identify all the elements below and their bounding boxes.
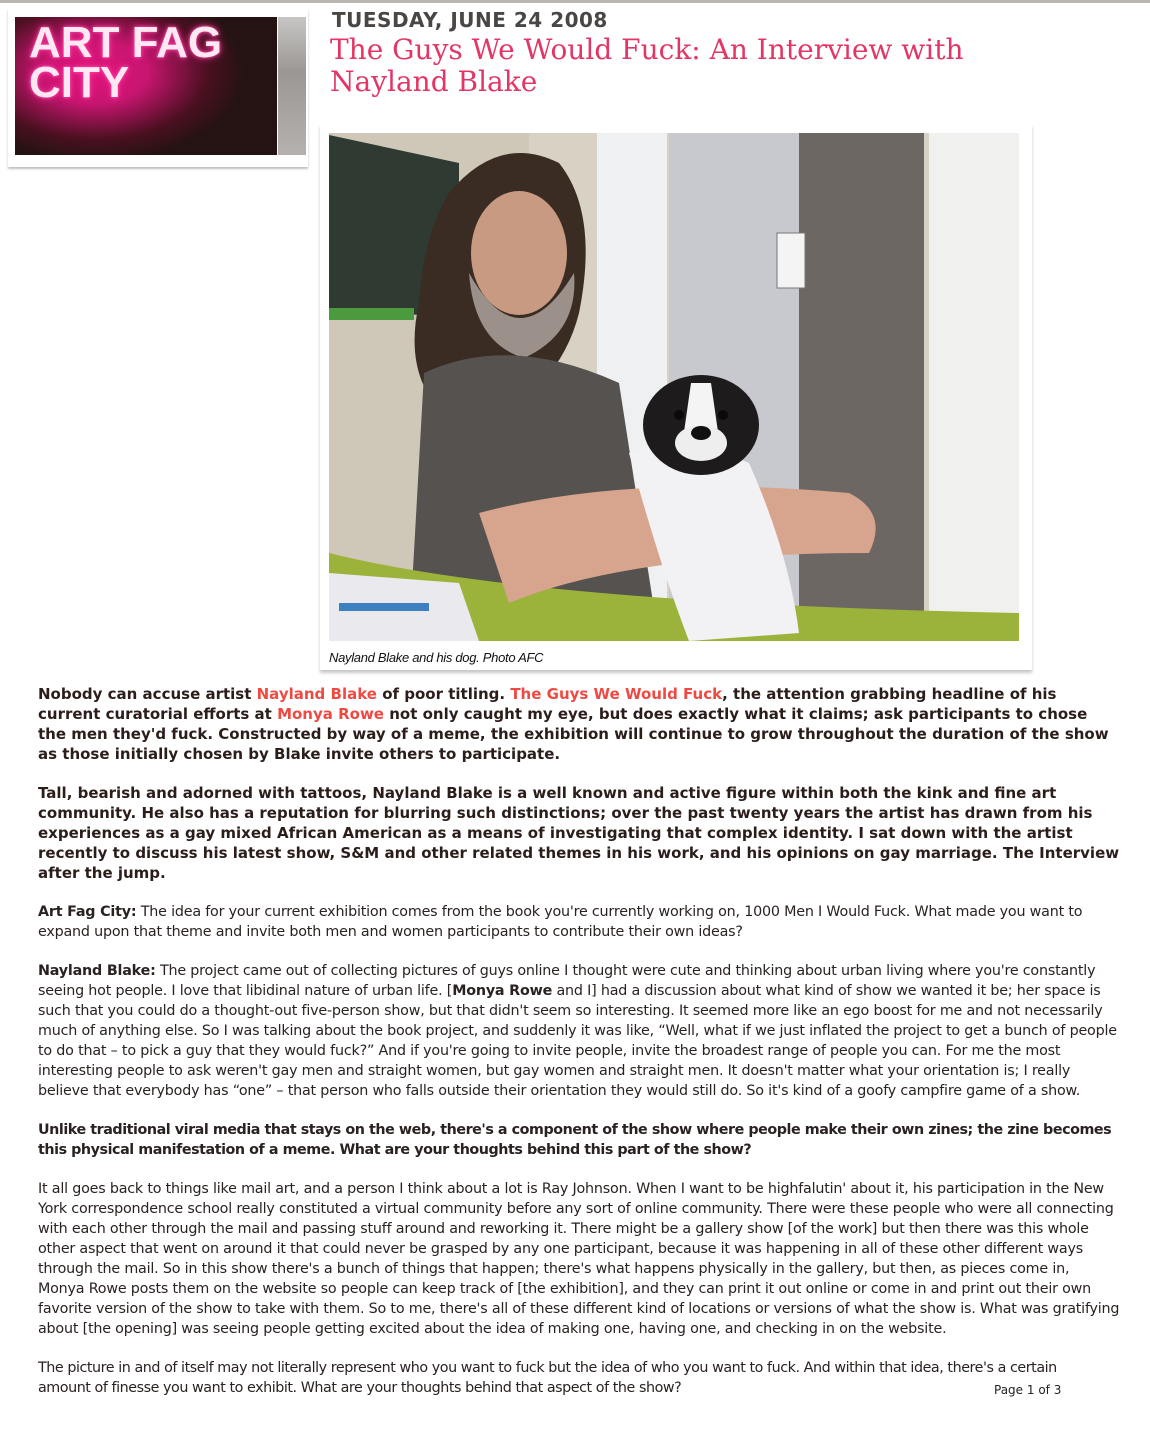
post-title[interactable]: The Guys We Would Fuck: An Interview with Nayland Blake [330,33,964,98]
dog-nose [691,426,711,440]
question-2: Unlike traditional viral media that stays on the web, there's a component of the show where people make their own zines; the zine becomes this physical manifestation of a meme. What are your thoughts behind this part of the show? [38,1122,1112,1158]
intro-text: not only caught my eye, but does exactly what it claims; ask participants to chose the men they'd fuck. Constructed by way of a meme, the exhibition will continue to grow throughout the duration of the show as those initially chosen by Blake invite others to participate. [38,705,1109,763]
site-logo[interactable] [15,17,277,155]
question-text: The idea for your current exhibition comes from the book you're currently working on, 1000 Men I Would Fuck. What made you want to expand upon that theme and invite both men and women participants to contribute their own ideas? [38,904,1083,940]
answer-2: It all goes back to things like mail art, and a person I think about a lot is Ray Johnson. When I want to be highfalutin' about it, his participation in the New York correspondence school really constituted a virtual community before any sort of online community. There were these people who were all connecting with each other through the mail and passing stuff around and reworking it. There might be a gallery show [of the work] but then there was this whole other aspect that went on around it that could never be grasped by any one participant, because it was happening in all of these other different ways through the mail. So in this show there's a bunch of things that happen; there's what happens physically in the gallery, but then, as pieces come in, Monya Rowe posts them on the website so people can keep track of [the exhibition], and they can print it out online or come in and print out their own favorite version of the show to take with them. So to me, there's all of these different kind of locations or versions of what the show is. What was gratifying about [the opening] was seeing people getting excited about the idea of making one, having one, and checking in on the website. [38,1181,1120,1337]
intro-paragraph [38,684,1120,764]
light-switch [777,233,805,288]
magazine-stripe [339,603,429,611]
bold-monya-rowe: Monya Rowe [452,983,553,999]
link-show-title[interactable]: The Guys We Would Fuck [510,685,723,703]
dog-eye-left [674,410,684,420]
answer-text: and I] had a discussion about what kind of show we wanted it be; her space is such that you could do a thought-out five-person show, but that didn't seem so interesting. It seemed more like an ego boost for me and not necessarily much of anything else. So I was talking about the book project, and suddenly it was like, “Well, what if we just inflated the project to get a bunch of people to do that – to pick a guy that they would fuck?” And if you're going to invite people, invite the broadest range of people you can. For me the most interesting people to ask weren't gay men and straight women, but gay women and straight men. It doesn't matter what your orientation is; I really believe that everybody has “one” – that person who falls outside their orientation they would still do. So it's kind of a goofy campfire game of a show. [38,983,1117,1099]
doorway [799,133,924,641]
scan-top-edge [0,0,1150,3]
logo-photo-strip [278,17,306,155]
answer-text: The project came out of collecting pictures of guys online I thought were cute and thinking about urban living where you're constantly seeing hot people. I love that libidinal nature of urban life. [ [38,963,1096,999]
intro-text: Nobody can accuse artist [38,685,257,703]
question-1 [38,902,1120,942]
page-number: Page 1 of 3 [994,1383,1062,1397]
question-3: The picture in and of itself may not literally represent who you want to fuck but the idea of who you want to fuck. And within that idea, there's a certain amount of finesse you want to exhibit. What are your thoughts behind that aspect of the show? [38,1360,1057,1396]
article-body [38,684,1120,1398]
intro-text: , the attention grabbing headline of his current curatorial efforts at [38,685,1057,723]
face [471,191,567,315]
bio-paragraph: Tall, bearish and adorned with tattoos, Nayland Blake is a well known and active figure within both the kink and fine art community. He also has a reputation for blurring such distinctions; over the past twenty years the artist has drawn from his experiences as a gay mixed African American as a means of investigating that complex identity. I sat down with the artist recently to discuss his latest show, S&M and other related themes in his work, and his opinions on gay marriage. The Interview after the jump. [38,784,1120,882]
poster-strip [329,308,414,320]
photo-card [320,124,1032,670]
speaker-label: Nayland Blake: [38,963,156,979]
speaker-label: Art Fag City: [38,904,137,920]
dog-eye-right [718,410,728,420]
photo-caption: Nayland Blake and his dog. Photo AFC [329,650,544,665]
link-monya-rowe[interactable]: Monya Rowe [277,705,384,723]
post-date: TUESDAY, JUNE 24 2008 [332,8,608,32]
article-photo [329,133,1019,641]
right-frame [929,133,1019,641]
answer-1 [38,961,1120,1101]
logo-text: ART FAG CITY [29,18,223,107]
link-nayland-blake[interactable]: Nayland Blake [256,685,377,703]
intro-text: of poor titling. [376,685,511,703]
photo-illustration [329,133,1019,641]
